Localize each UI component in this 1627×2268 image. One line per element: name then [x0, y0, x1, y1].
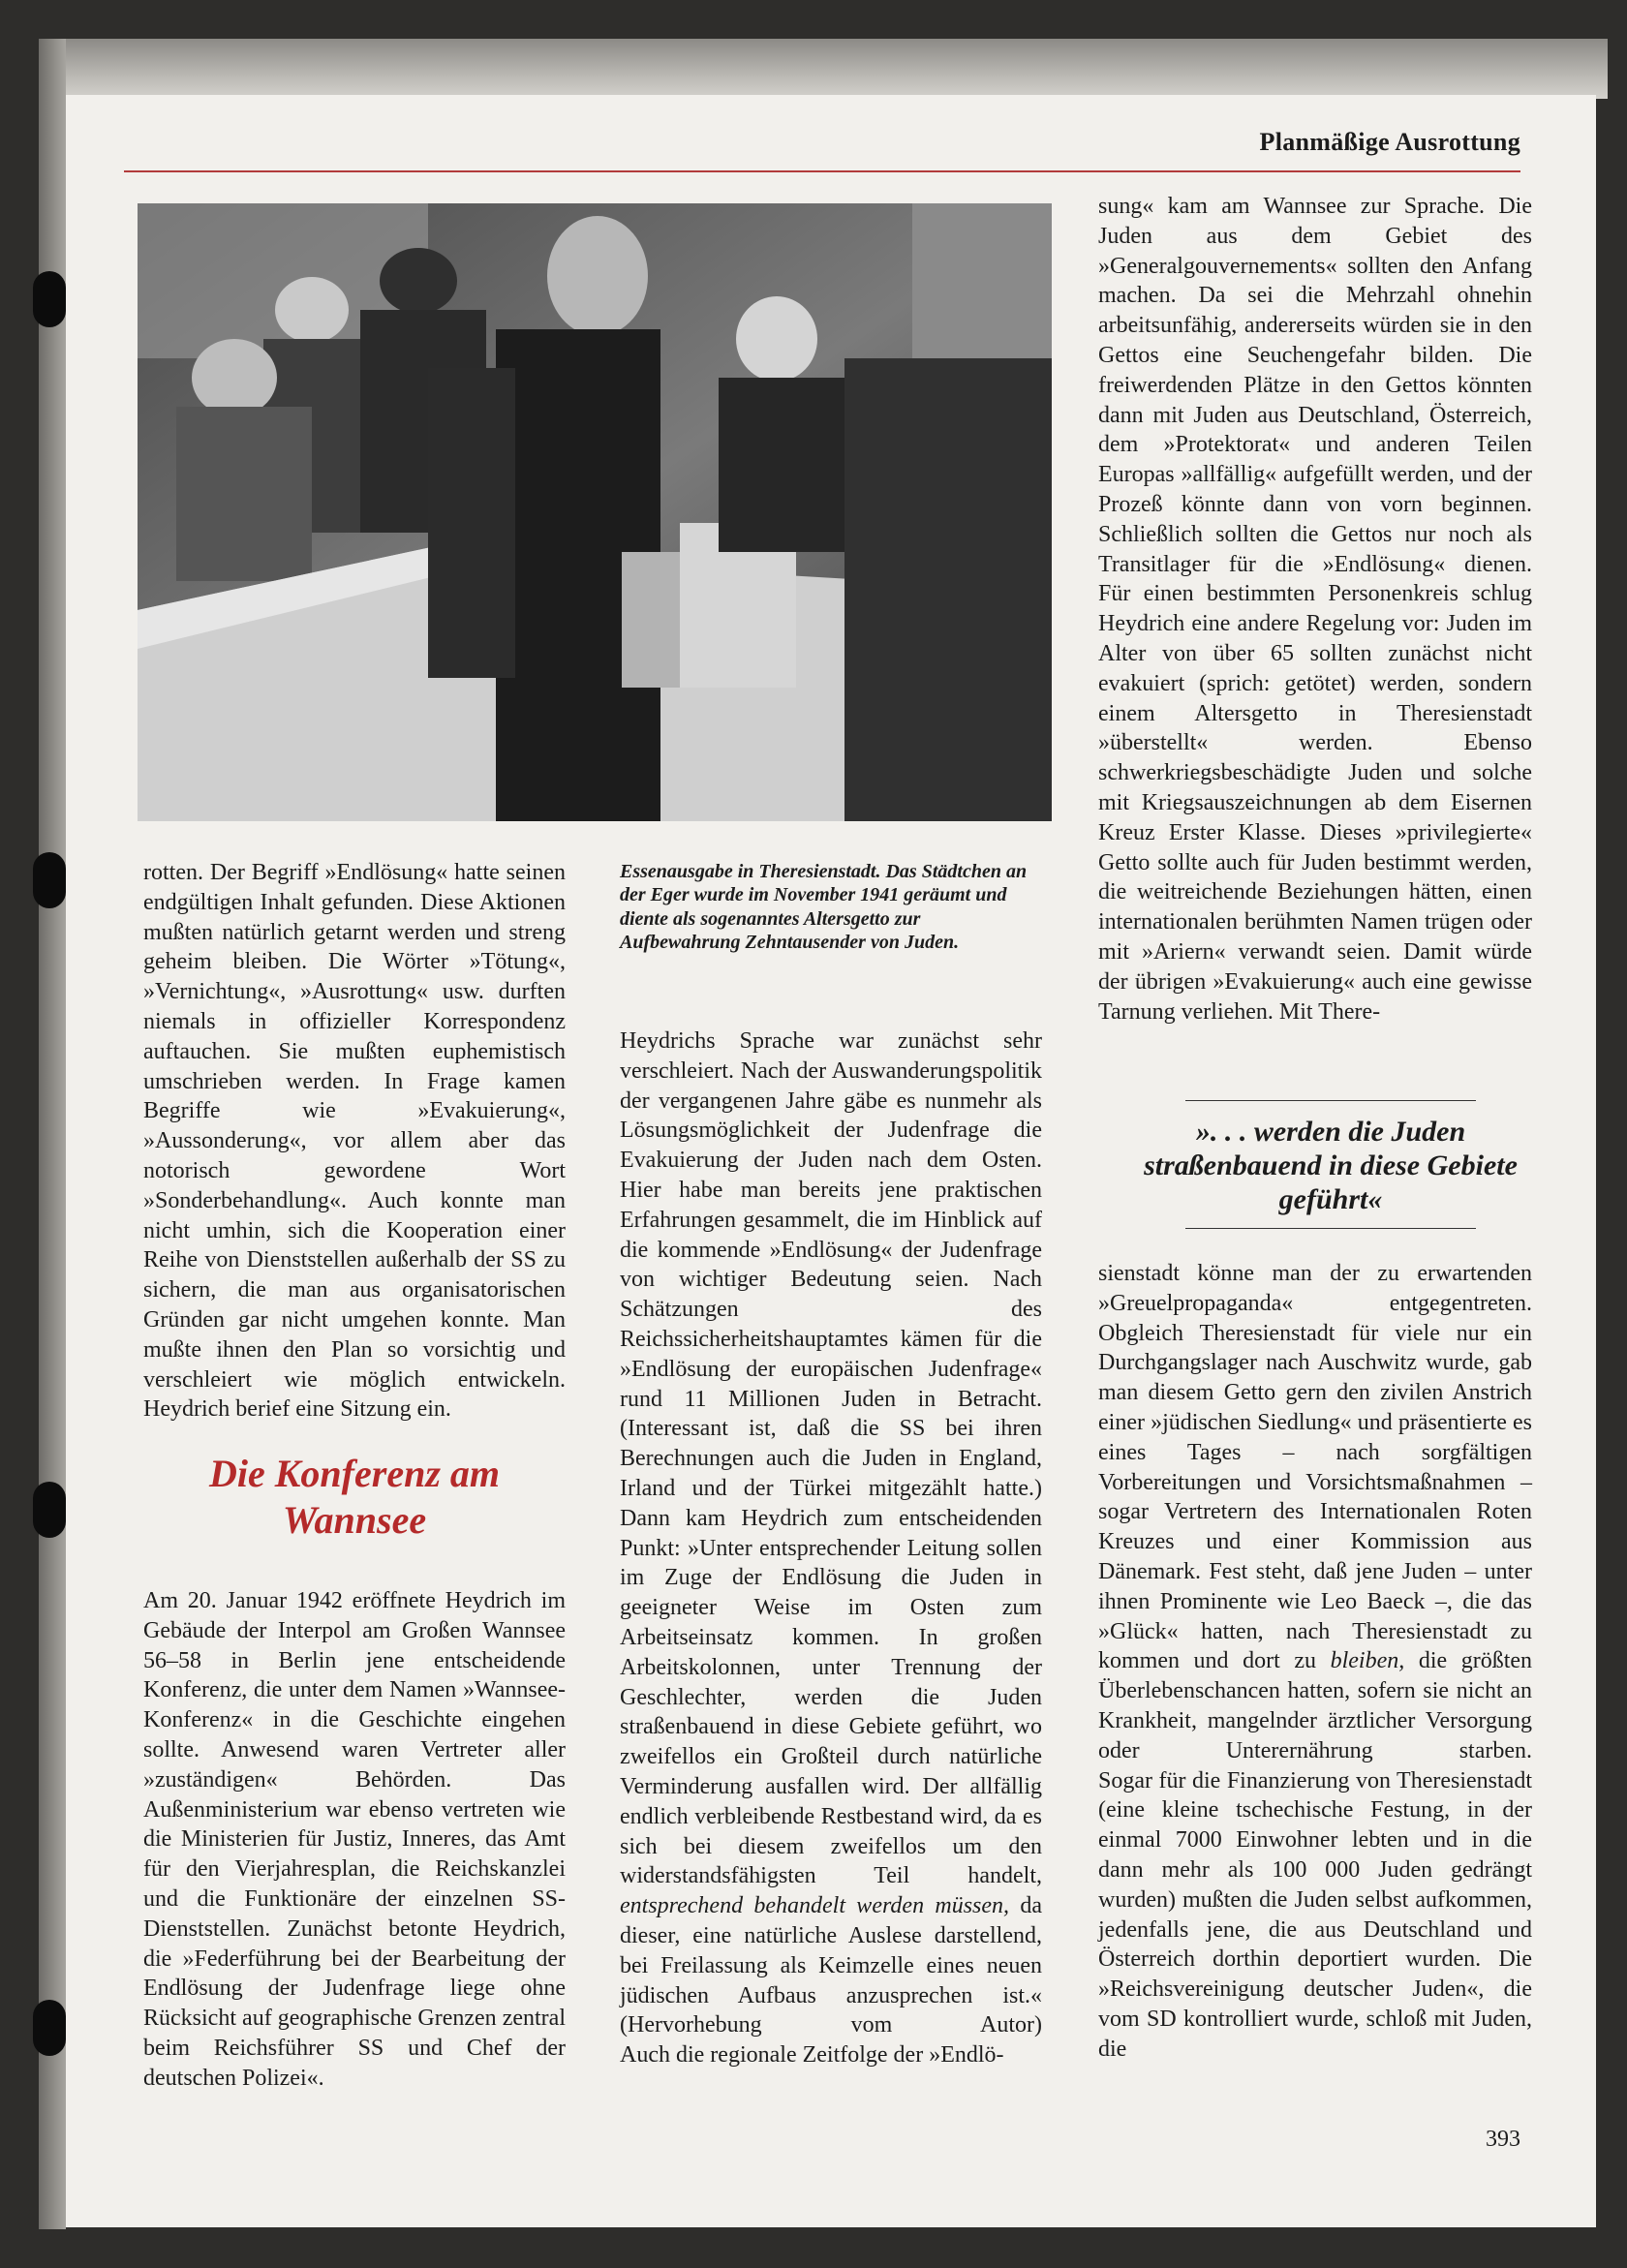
photo-illustration: [138, 203, 1052, 821]
photo-food-distribution: [138, 203, 1052, 821]
paragraph: Heydrichs Sprache war zunächst sehr verschleiert. Nach der Auswanderungspolitik der vergangenen Jahre gäbe es nunmehr als Lösungsmöglichkeit der Judenfrage die Evakuierung der Juden nach dem Osten. Hier habe man bereits jene praktischen Erfahrungen gesammelt, die im Hinblick auf die kommende »Endlösung« der Judenfrage von wichtiger Bedeutung seien. Nach Schätzungen des Reichssicherheitshauptamtes kämen für die »Endlösung der europäischen Judenfrage« rund 11 Millionen Juden in Betracht. (Interessant ist, daß die SS bei ihren Berechnungen auch die Juden in England, Irland und der Türkei mitgezählt hatte.): [620, 1028, 1042, 1501]
pull-quote-rule-top: [1185, 1100, 1476, 1101]
binder-hole: [33, 1482, 66, 1538]
binder-hole: [33, 271, 66, 327]
column-1-upper: [143, 858, 566, 1425]
binder-hole: [33, 2000, 66, 2056]
pull-quote-box: [1114, 1100, 1548, 1229]
book-page: [66, 95, 1596, 2227]
section-heading: Die Konferenz am Wannsee: [209, 1452, 500, 1542]
header-rule: [124, 170, 1520, 172]
page-number: 393: [1486, 2127, 1520, 2152]
column-3-lower: [1098, 1259, 1532, 2065]
paragraph: Obgleich Theresienstadt für viele nur ein Durchgangslager nach Auschwitz wurde, gab man diesem Getto gern den zivilen Anstrich einer »jüdischen Siedlung« und präsentierte es eines Tages – nach sorgfältigen Vorbereitungen und Vorsichtsmaßnahmen – sogar Vertretern des Internationalen Roten Kreuzes und einer Kommission aus Dänemark. Fest steht, daß jene Juden – unter ihnen Prominente wie Leo Baeck –, die das »Glück« hatten, nach Theresienstadt zu kommen und dort zu bleiben, die größten Überlebenschancen hatten, sofern sie nicht an Krankheit, mangelnder ärztlicher Versorgung oder Unterernährung starben.: [1098, 1320, 1533, 1763]
pull-quote: ». . . werden die Juden straßenbauend in diese Gebiete geführt«: [1144, 1116, 1518, 1215]
paragraph: sung« kam am Wannsee zur Sprache. Die Juden aus dem Gebiet des »Generalgouvernements« sollten den Anfang machen. Da sei die Mehrzahl ohnehin arbeitsunfähig, andererseits würden sie in den Gettos eine Seuchengefahr bilden. Die freiwerdenden Plätze in den Gettos könnten dann mit Juden aus Deutschland, Österreich, dem »Protektorat« und anderen Teilen Europas »allfällig« aufgefüllt werden, und der Prozeß könnte dann von vorn beginnen. Schließlich sollten die Gettos nur noch als Transitlager für die »Endlösung« dienen.: [1098, 194, 1532, 577]
paragraph: Sogar für die Finanzierung von Theresienstadt (eine kleine tschechische Festung, in der einmal 7000 Einwohner lebten und in die dann mehr als 100 000 Juden gedrängt wurden) mußten die Juden selbst aufkommen, jedenfalls jene, die aus Deutschland und Österreich dorthin deportiert wurden. Die »Reichsvereinigung deutscher Juden«, die vom SD kontrolliert wurde, schloß mit Juden, die: [1098, 1767, 1532, 2062]
paragraph: Für einen bestimmten Personenkreis schlug Heydrich eine andere Regelung vor: Juden im Alter von über 65 sollten zunächst nicht evakuiert (sprich: getötet) werden, sondern einem Altersgetto in Theresienstadt »überstellt« werden. Ebenso schwerkriegsbeschädigte Juden und solche mit Kriegsauszeichnungen ab dem Eisernen Kreuz Erster Klasse. Dieses »privilegierte« Getto sollte auch für Juden bestimmt werden, die weitreichende Beziehungen hätten, einen internationalen berühmten Namen trügen oder mit »Ariern« verwandt seien. Damit würde der übrigen »Evakuierung« auch eine gewisse Tarnung verliehen. Mit There-: [1098, 581, 1532, 1025]
paragraph: rotten. Der Begriff »Endlösung« hatte seinen endgültigen Inhalt gefunden. Diese Aktionen mußten natürlich getarnt werden und streng geheim bleiben. Die Wörter »Tötung«, »Vernichtung«, »Ausrottung« usw. durften niemals in offizieller Korrespondenz auftauchen. Sie mußten euphemistisch umschrieben werden. In Frage kamen Begriffe wie »Evakuierung«, »Aussonderung«, vor allem aber das notorisch gewordene Wort »Sonderbehandlung«. Auch konnte man nicht umhin, sich die Kooperation einer Reihe von Dienststellen außerhalb der SS zu sichern, die man aus organisatorischen Gründen gar nicht umgehen konnte. Man mußte ihnen den Plan so vorsichtig und verschleiert wie möglich entwickeln. Heydrich berief eine Sitzung ein.: [143, 860, 566, 1423]
photo-caption: Essenausgabe in Theresienstadt. Das Städtchen an der Eger wurde im November 1941 geräumt und diente als sogenanntes Altersgetto zur Aufbewahrung Zehntausender von Juden.: [620, 861, 1028, 954]
pull-quote-rule-bottom: [1185, 1228, 1476, 1229]
paragraph: Am 20. Januar 1942 eröffnete Heydrich im Gebäude der Interpol am Großen Wannsee 56–58 in Berlin jene entscheidende Konferenz, die unter dem Namen »Wannsee-Konferenz« in die Geschichte eingehen sollte. Anwesend waren Vertreter aller »zuständigen« Behörden. Das Außenministerium war ebenso vertreten wie die Ministerien für Justiz, Inneres, das Amt für den Vierjahresplan, die Reichskanzlei und die Funktionäre der einzelnen SS-Dienststellen. Zunächst betonte Heydrich, die »Federführung bei der Bearbeitung der Endlösung der Judenfrage liege ohne Rücksicht auf geographische Grenzen zentral beim Reichsführer SS und Chef der deutschen Polizei«.: [143, 1588, 566, 2091]
column-1-lower: [143, 1586, 566, 2094]
column-3-upper: [1098, 192, 1532, 1027]
sleeve-top-edge: [39, 39, 1608, 99]
running-head: Planmäßige Ausrottung: [1259, 128, 1520, 156]
paragraph: Auch die regionale Zeitfolge der »Endlö-: [620, 2042, 1004, 2069]
paragraph: Dann kam Heydrich zum entscheidenden Punkt: »Unter entsprechender Leitung sollen im Zuge der Endlösung die Juden in geeigneter Weise im Osten zum Arbeitseinsatz kommen. In großen Arbeitskolonnen, unter Trennung der Geschlechter, werden die Juden straßenbauend in diese Gebiete geführt, wo zweifellos ein Großteil durch natürliche Verminderung ausfallen wird. Der allfällig endlich verbleibende Restbestand wird, da es sich bei diesem zweifellos um den widerstandsfähigsten Teil handelt, entsprechend behandelt werden müssen, da dieser, eine natürliche Auslese darstellend, bei Freilassung als Keimzelle eines neuen jüdischen Aufbaus anzusprechen ist.« (Hervorhebung vom Autor): [620, 1505, 1043, 2038]
binder-hole: [33, 852, 66, 908]
paragraph: sienstadt könne man der zu erwartenden »Greuelpropaganda« entgegentreten.: [1098, 1261, 1532, 1316]
column-2: [620, 1027, 1042, 2070]
sleeve-left-edge: [39, 39, 66, 2229]
